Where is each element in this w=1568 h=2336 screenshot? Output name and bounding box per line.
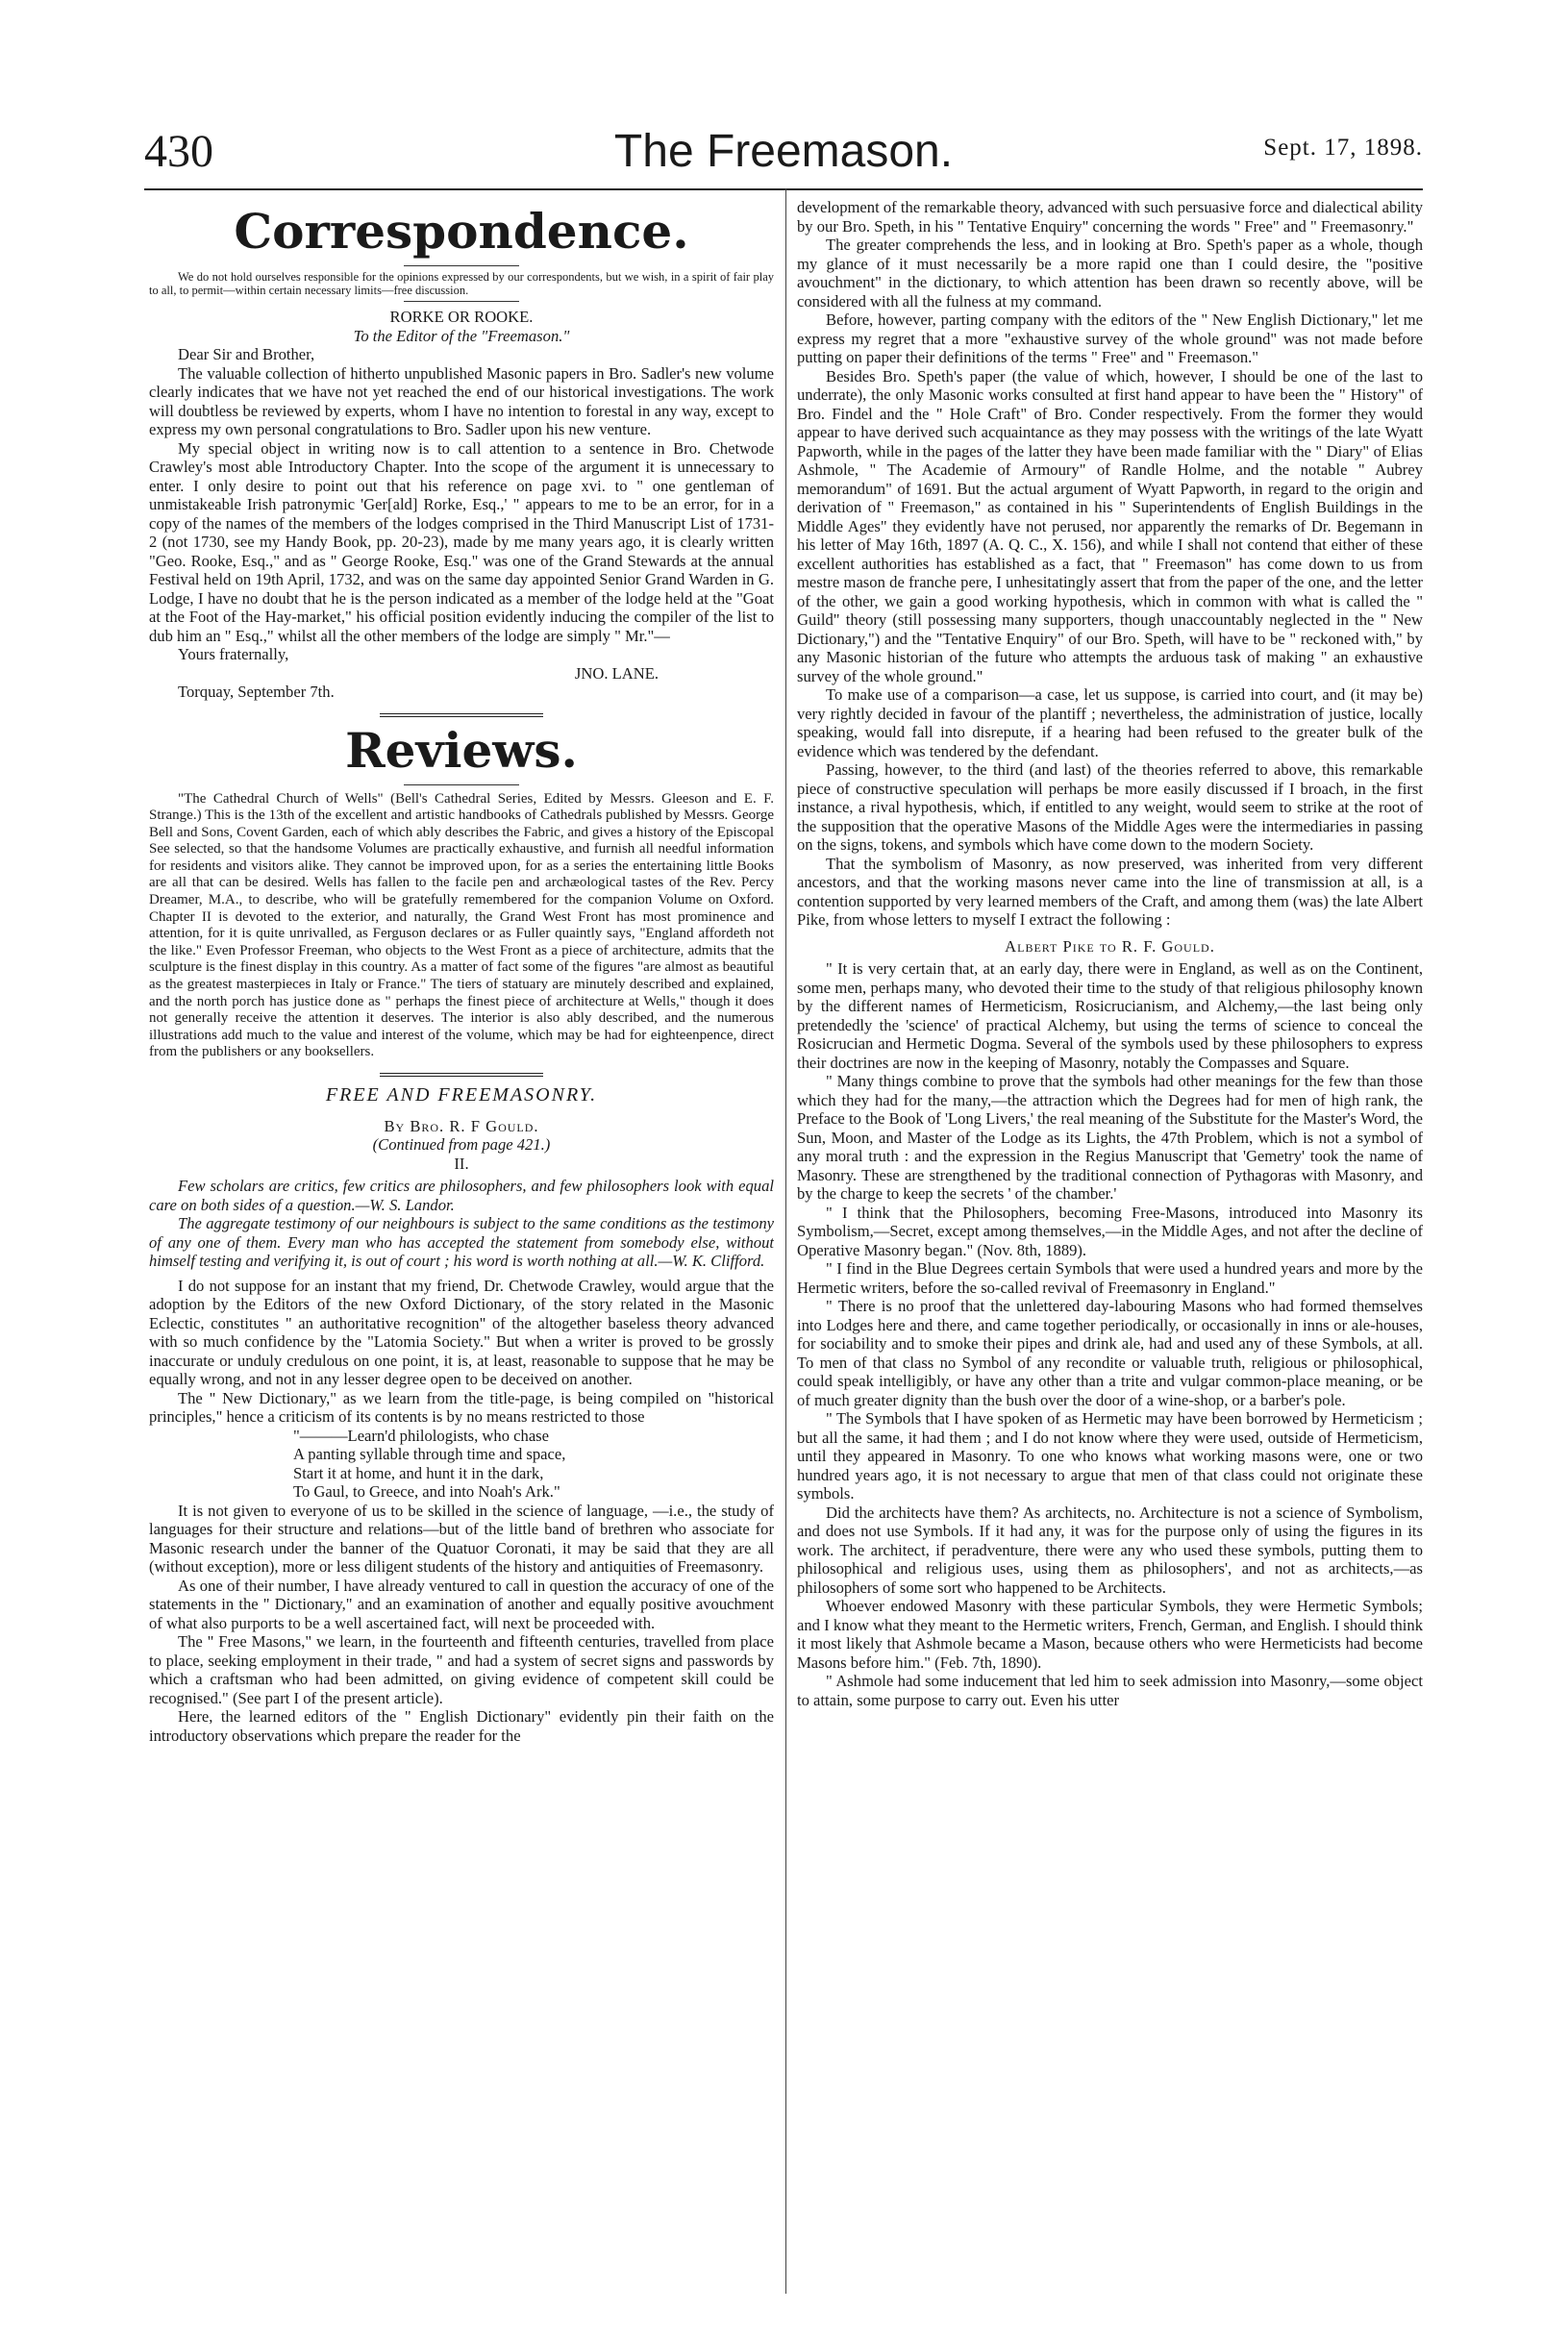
letters-heading: Albert Pike to R. F. Gould.: [1005, 936, 1215, 956]
epigraph-clifford: The aggregate testimony of our neighbours is subject to the same conditions as the testimony of any one of them. Every man who has accepted the statement from somebody else, without himself testing and verifying it, is out of court ; his word is worth nothing at all.—W. K. Clifford.: [149, 1214, 774, 1270]
reviews-heading: Reviews.: [345, 721, 578, 779]
issue-date: Sept. 17, 1898.: [1263, 135, 1423, 161]
section-rule: [380, 1073, 543, 1077]
article-title: FREE AND FREEMASONRY.: [325, 1084, 598, 1106]
column-divider: [785, 188, 786, 2294]
letter-paragraph: The valuable collection of hitherto unpublished Masonic papers in Bro. Sadler's new volume clearly indicates that we have not yet reached the end of our historical investigations. The work will doubtless be reviewed by experts, whom I have no intention to forestal in any way, except to express my own personal congratulations to Bro. Sadler upon his new venture.: [149, 363, 774, 438]
article-paragraph: Before, however, parting company with the editors of the " New English Dictionary," let me express my regret that a more "exhaustive survey of the whole ground" was not made before putting on paper their definitions of the terms " Free" and " Freemason.": [797, 311, 1423, 366]
header-rule: [144, 188, 1423, 190]
article-paragraph: Here, the learned editors of the " English Dictionary" evidently pin their faith on the introductory observations which prepare the reader for the: [149, 1707, 774, 1745]
verse-line: A panting syllable through time and space,: [293, 1445, 566, 1463]
article-paragraph: The " Free Masons," we learn, in the fourteenth and fifteenth centuries, travelled from place to place, seeking employment in their trade, " and had a system of secret signs and passwords by which a craftsman who had been admitted, on giving evidence of competent skill could be recognised." (See part I of the present article).: [149, 1632, 774, 1707]
article-paragraph: I do not suppose for an instant that my friend, Dr. Chetwode Crawley, would argue that the adoption by the Editors of the new Oxford Dictionary, of the story related in the Masonic Eclectic, constitutes " an authoritative recognition" of the altogether baseless theory advanced with so much confidence by the "Latomia Society." But when a writer is proved to be grossly inaccurate or unduly credulous on one point, it is, at least, reasonable to suppose that he may be equally wrong, and not in any lesser degree open to be deceived on another.: [149, 1276, 774, 1388]
pike-letter: " Many things combine to prove that the symbols had other meanings for the few than those which they had for the many,—the attraction which the Degrees had for men of high rank, the Preface to the Book of 'Long Livers,' the real meaning of the Substitute for the Master's Word, the Sun, Moon, and Master of the Lodge as its Lights, the 47th Problem, which is not a symbol of any moral truth : and the expression in the Regius Manuscript that 'Gemetry' took the name of Masonry. These are strengthened by the traditional connection of Pythagoras with Masonry, and by the charge to keep the secrets ' of the chamber.': [797, 1072, 1423, 1203]
verse-line: "———Learn'd philologists, who chase: [293, 1426, 550, 1445]
article-paragraph: development of the remarkable theory, advanced with such persuasive force and dialectical ability by our Bro. Speth, in his " Tentative Enquiry" concerning the words " Free" and " Freemasonry.": [797, 198, 1423, 236]
verse-line: To Gaul, to Greece, and into Noah's Ark.": [293, 1482, 560, 1501]
article-paragraph: Besides Bro. Speth's paper (the value of which, however, I should be one of the last to underrate), the only Masonic works consulted at first hand appear to have been the " History" of Bro. Findel and the " Hole Craft" of Bro. Conder respectively. From the former they would appear to have derived such acquaintance as they may possess with the writings of the late Wyatt Papworth, while in the pages of the latter they have been made familiar with the " Diary" of Elias Ashmole, " The Academie of Armoury" of Randle Holme, and the notable " Aubrey memorandum" of 1691. But the actual argument of Wyatt Papworth, in regard to the origin and derivation of " Freemason," as contained in his " Superintendents of English Buildings in the Middle Ages" they evidently have not perused, nor apparently the remarks of Dr. Begemann in his letter of May 16th, 1897 (A. Q. C., X. 156), and while I shall not contend that either of these excellent authorities has established as a fact, that " Freemason" has come down to us from mestre mason de franche pere, I unhesitatingly assert that from the paper of the one, and the letter of the other, we gain a good working hypothesis, which in common with what is called the " Guild" theory (still possessing many supporters, though unaccountably neglected in the " New Dictionary,") and the "Tentative Enquiry" of our Bro. Speth, will have to be " reckoned with," by any Masonic historian of the future who attempts the arduous task of making " an exhaustive survey of the whole ground.": [797, 366, 1423, 685]
disclaimer: We do not hold ourselves responsible for the opinions expressed by our correspondents, but we wish, in a spirit of fair play to all, to permit—within certain necessary limits—free discussion.: [149, 270, 774, 297]
letter-salutation: Dear Sir and Brother,: [178, 345, 315, 363]
pike-letter: " The Symbols that I have spoken of as Hermetic may have been borrowed by Hermeticism ; but all the same, it had them ; and I do not know where they were used, outside of Hermeticism, until they appeared in Masonry. To one who knows what working masons were, one or two hundred years ago, it is not necessary to argue that men of that class could not originate these symbols.: [797, 1409, 1423, 1503]
right-column: [797, 198, 1423, 2294]
article-paragraph: As one of their number, I have already ventured to call in question the accuracy of one of the statements in the " Dictionary," and an examination of another and equally positive avouchment of what also purports to be a well ascertained fact, will next be proceeded with.: [149, 1576, 774, 1632]
correspondence-heading: Correspondence.: [234, 203, 689, 260]
letter-signature: JNO. LANE.: [574, 663, 659, 683]
article-byline: By Bro. R. F Gould.: [384, 1116, 539, 1135]
article-paragraph: Passing, however, to the third (and last) of the theories referred to above, this remarkable piece of constructive speculation will perhaps be more easily discussed if I broach, in the first instance, a rival hypothesis, which, if entitled to any weight, would seem to strike at the root of the supposition that the operative Masons of the Middle Ages were the intermediaries in passing on the signs, tokens, and symbols which have come down to the modern Society.: [797, 760, 1423, 854]
page-number: 430: [144, 126, 213, 177]
pike-letter: " I find in the Blue Degrees certain Symbols that were used a hundred years and more by the Hermetic writers, before the so-called revival of Freemasonry in England.": [797, 1259, 1423, 1297]
article-part: II.: [454, 1154, 469, 1173]
article-paragraph: The greater comprehends the less, and in looking at Bro. Speth's paper as a whole, though my glance of it must necessarily be a more rapid one than I could desire, the "positive avouchment" in the dictionary, to which attention has been drawn so recently above, will be considered with all the fulness at my command.: [797, 236, 1423, 311]
article-continued: (Continued from page 421.): [372, 1135, 551, 1154]
letter-paragraph: My special object in writing now is to call attention to a sentence in Bro. Chetwode Crawley's most able Introductory Chapter. Into the scope of the argument it is unnecessary to enter. I only desire to point out that his reference on page xvi. to " one gentleman of unmistakeable Irish patronymic 'Ger[ald] Rorke, Esq.,' " appears to me to be an error, for in a copy of the names of the members of the lodges comprised in the Third Manuscript List of 1731-2 (not 1730, see my Handy Book, pp. 20-23), made by me many years ago, it is clearly written "Geo. Rooke, Esq.," and as " George Rooke, Esq." was one of the Grand Stewards at the annual Festival held on 19th April, 1732, and was on the same day appointed Senior Grand Warden in G. Lodge, I have no doubt that he is the person indicated as a member of the lodge held at the "Goat at the Foot of the Hay-market," his official position evidently inducing the compiler of the list to dub him an " Esq.," whilst all the other members of the lodge are simply " Mr."—: [149, 438, 774, 645]
newspaper-title: The Freemason.: [613, 126, 954, 177]
verse-line: Start it at home, and hunt it in the dark,: [293, 1463, 544, 1482]
pike-letter: " It is very certain that, at an early day, there were in England, as well as on the Continent, some men, perhaps many, who devoted their time to the study of that religious philosophy known by the different names of Hermeticism, Rosicrucianism, and Alchemy,—the last being only pretendedly the 'science' of practical Alchemy, but using the terms of science to conceal the Rosicrucian and Hermetic Dogma. Several of the symbols used by these philosophers to express their doctrines are now in the keeping of Masonry, notably the Compasses and Square.: [797, 959, 1423, 1072]
article-paragraph: That the symbolism of Masonry, as now preserved, was inherited from very different ancestors, and that the working masons never came into the line of transmission at all, is a contention supported by very learned members of the Craft, and among them (was) the late Albert Pike, from whose letters to myself I extract the following :: [797, 854, 1423, 929]
letter-title: RORKE OR ROOKE.: [389, 308, 534, 326]
letter-addressee: To the Editor of the "Freemason.": [353, 326, 570, 345]
left-column: [149, 198, 774, 2294]
article-paragraph: The " New Dictionary," as we learn from the title-page, is being compiled on "historical principles," hence a criticism of its contents is by no means restricted to those: [149, 1388, 774, 1426]
pike-letter: Did the architects have them? As architects, no. Architecture is not a science of Symbolism, and does not use Symbols. If it had any, it was for the purpose only of using the figures in its work. The architect, if peradventure, there were any who used these symbols, putting them to philosophical and religious uses, using them as philosophers', and not as architects,—as philosophers of some sort who happened to be Architects.: [797, 1503, 1423, 1597]
letter-place-date: Torquay, September 7th.: [178, 683, 335, 701]
pike-letter: " I think that the Philosophers, becoming Free-Masons, introduced into Masonry its Symbolism,—Secret, except among themselves,—in the Middle Ages, and not after the decline of Operative Masonry began." (Nov. 8th, 1889).: [797, 1203, 1423, 1259]
page-header: [144, 123, 1423, 181]
pike-letter: " Ashmole had some inducement that led him to seek admission into Masonry,—some object to attain, some purpose to carry out. Even his utter: [797, 1672, 1423, 1709]
epigraph-landor: Few scholars are critics, few critics are philosophers, and few philosophers look with equal care on both sides of a question.—W. S. Landor.: [149, 1177, 774, 1214]
review-text: "The Cathedral Church of Wells" (Bell's Cathedral Series, Edited by Messrs. Gleeson and E. F. Strange.) This is the 13th of the excellent and artistic handbooks of Cathedrals published by Messrs. George Bell and Sons, Covent Garden, each of which ably describes the Fabric, and gives a history of the Episcopal See selected, so that the handsome Volumes are practically exhaustive, and furnish all needful information for residents and visitors alike. They cannot be improved upon, for as a series the entertaining little Books are all that can be desired. Wells has fallen to the facile pen and archæological tastes of the Rev. Percy Dreamer, M.A., to describe, who will be gratefully remembered for the companion Volume on Oxford. Chapter II is devoted to the exterior, and naturally, the Grand West Front has most prominence and attention, for it is quite unrivalled, as Ferguson declares or as Fuller quaintly says, "England affordeth not the like." Even Professor Freeman, who objects to the West Front as a piece of architecture, admits that the sculpture is the finest display in this country. As a matter of fact some of the figures "are almost as beautiful as the greatest masterpieces in Italy or France." The tiers of statuary are minutely described and explained, and the north porch has justice done as " perhaps the finest piece of architecture at Wells," though it does not generally receive the attention it deserves. The interior is also ably described, and the numerous illustrations add much to the value and interest of the volume, which may be had for eighteenpence, direct from the publishers or any booksellers.: [149, 790, 774, 1060]
article-paragraph: It is not given to everyone of us to be skilled in the science of language, —i.e., the study of languages for their structure and relations—but of the little band of brethren who associate for Masonic research under the banner of the Quatuor Coronati, it may be said that they are all (without exception), more or less diligent students of the history and antiquities of Freemasonry.: [149, 1501, 774, 1576]
divider: [404, 265, 519, 266]
letter-closing: Yours fraternally,: [178, 645, 289, 663]
pike-letter: " There is no proof that the unlettered day-labouring Masons who had formed themselves into Lodges here and there, and came together periodically, or occasionally in inns or ale-houses, for sociability and to smoke their pipes and drink ale, had and used any of these Symbols, at all. To men of that class no Symbol of any recondite or valuable truth, religious or philosophical, could speak intelligibly, or have any other than a trite and vulgar common-place meaning, or be of much greater dignity than the bush over the door of a wine-shop, or a barber's pole.: [797, 1297, 1423, 1409]
divider: [404, 784, 519, 785]
divider: [404, 301, 519, 302]
section-rule: [380, 713, 543, 717]
pike-letter: Whoever endowed Masonry with these particular Symbols, they were Hermetic Symbols; and I know what they meant to the Hermetic writers, French, German, and English. I should think it most likely that Ashmole became a Mason, because others who were Hermeticists had become Masons before him." (Feb. 7th, 1890).: [797, 1597, 1423, 1672]
article-paragraph: To make use of a comparison—a case, let us suppose, is carried into court, and (it may be) very rightly decided in favour of the plantiff ; nevertheless, the administration of justice, locally speaking, would fall into disrepute, if a hearing had been refused to the greater bulk of the evidence which was tendered by the defendant.: [797, 685, 1423, 760]
